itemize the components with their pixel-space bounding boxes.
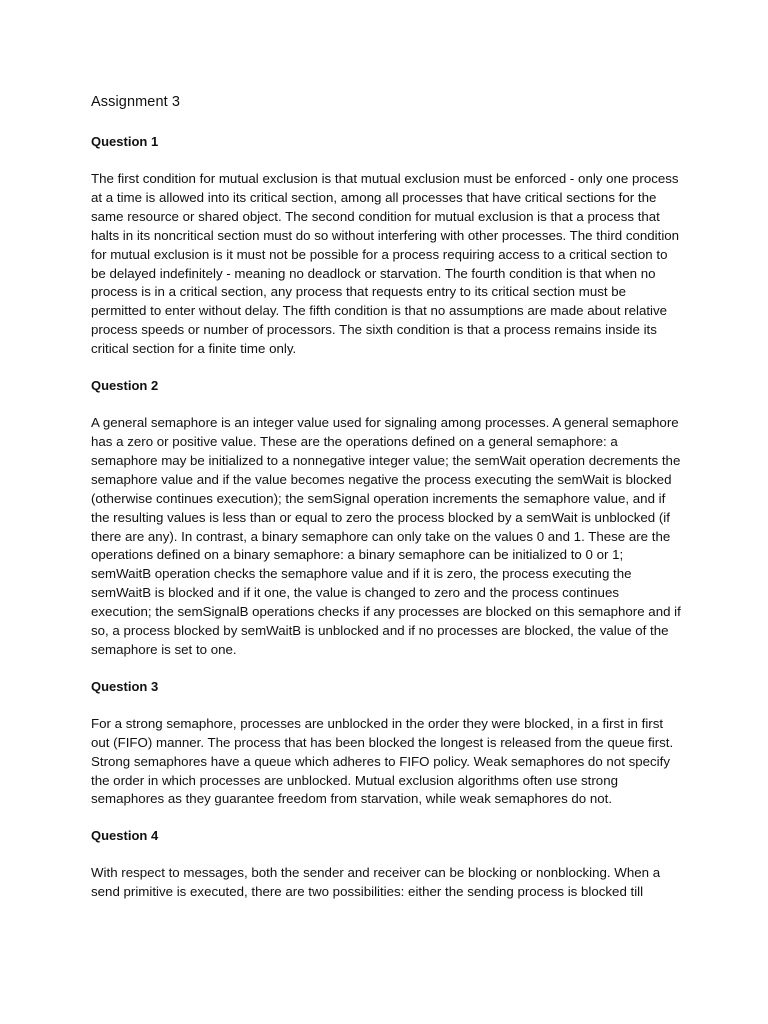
question-3-section (91, 678, 681, 810)
question-4-section (91, 827, 681, 902)
question-2-answer: A general semaphore is an integer value used for signaling among processes. A general semaphore has a zero or positive value. These are the operations defined on a general semaphore: a semaphore may be initialized to a nonnegative integer value; the semWait operation decrements the semaphore value and if the value becomes negative the process executing the semWait is blocked (otherwise continues execution); the semSignal operation increments the semaphore value, and if the resulting values is less than or equal to zero the process blocked by a semWait is unblocked (if there are any). In contrast, a binary semaphore can only take on the values 0 and 1. These are the operations defined on a binary semaphore: a binary semaphore can be initialized to 0 or 1; semWaitB operation checks the semaphore value and if it is zero, the process executing the semWaitB is blocked and if it one, the value is changed to zero and the process continues execution; the semSignalB operations checks if any processes are blocked on this semaphore and if so, a process blocked by semWaitB is unblocked and if no processes are blocked, the value of the semaphore is set to one. (91, 415, 681, 657)
document-content (91, 92, 681, 920)
question-4-heading: Question 4 (91, 828, 159, 844)
document-title: Assignment 3 (91, 94, 181, 110)
question-3-answer: For a strong semaphore, processes are unblocked in the order they were blocked, in a first in first out (FIFO) manner. The process that has been blocked the longest is released from the queue first. Strong semaphores have a queue which adheres to FIFO policy. Weak semaphores do not specify the order in which processes are unblocked. Mutual exclusion algorithms often use strong semaphores as they guarantee freedom from starvation, while weak semaphores do not. (91, 715, 674, 807)
question-1-section (91, 133, 681, 359)
question-2-section (91, 377, 681, 660)
question-4-answer: With respect to messages, both the sender and receiver can be blocking or nonblocking. When a send primitive is executed, there are two possibilities: either the sending process is blocked till (91, 865, 661, 900)
question-1-answer: The first condition for mutual exclusion is that mutual exclusion must be enforced - only one process at a time is allowed into its critical section, among all processes that have critical sections for the same resource or shared object. The second condition for mutual exclusion is that a process that halts in its noncritical section must do so without interfering with other processes. The third condition for mutual exclusion is it must not be possible for a process requiring access to a critical section to be delayed indefinitely - meaning no deadlock or starvation. The fourth condition is that when no process is in a critical section, any process that requests entry to its critical section must be permitted to enter without delay. The fifth condition is that no assumptions are made about relative process speeds or number of processors. The sixth condition is that a process remains inside its critical section for a finite time only. (91, 171, 680, 357)
question-2-heading: Question 2 (91, 378, 159, 394)
question-1-heading: Question 1 (91, 134, 159, 149)
question-3-heading: Question 3 (91, 678, 159, 694)
